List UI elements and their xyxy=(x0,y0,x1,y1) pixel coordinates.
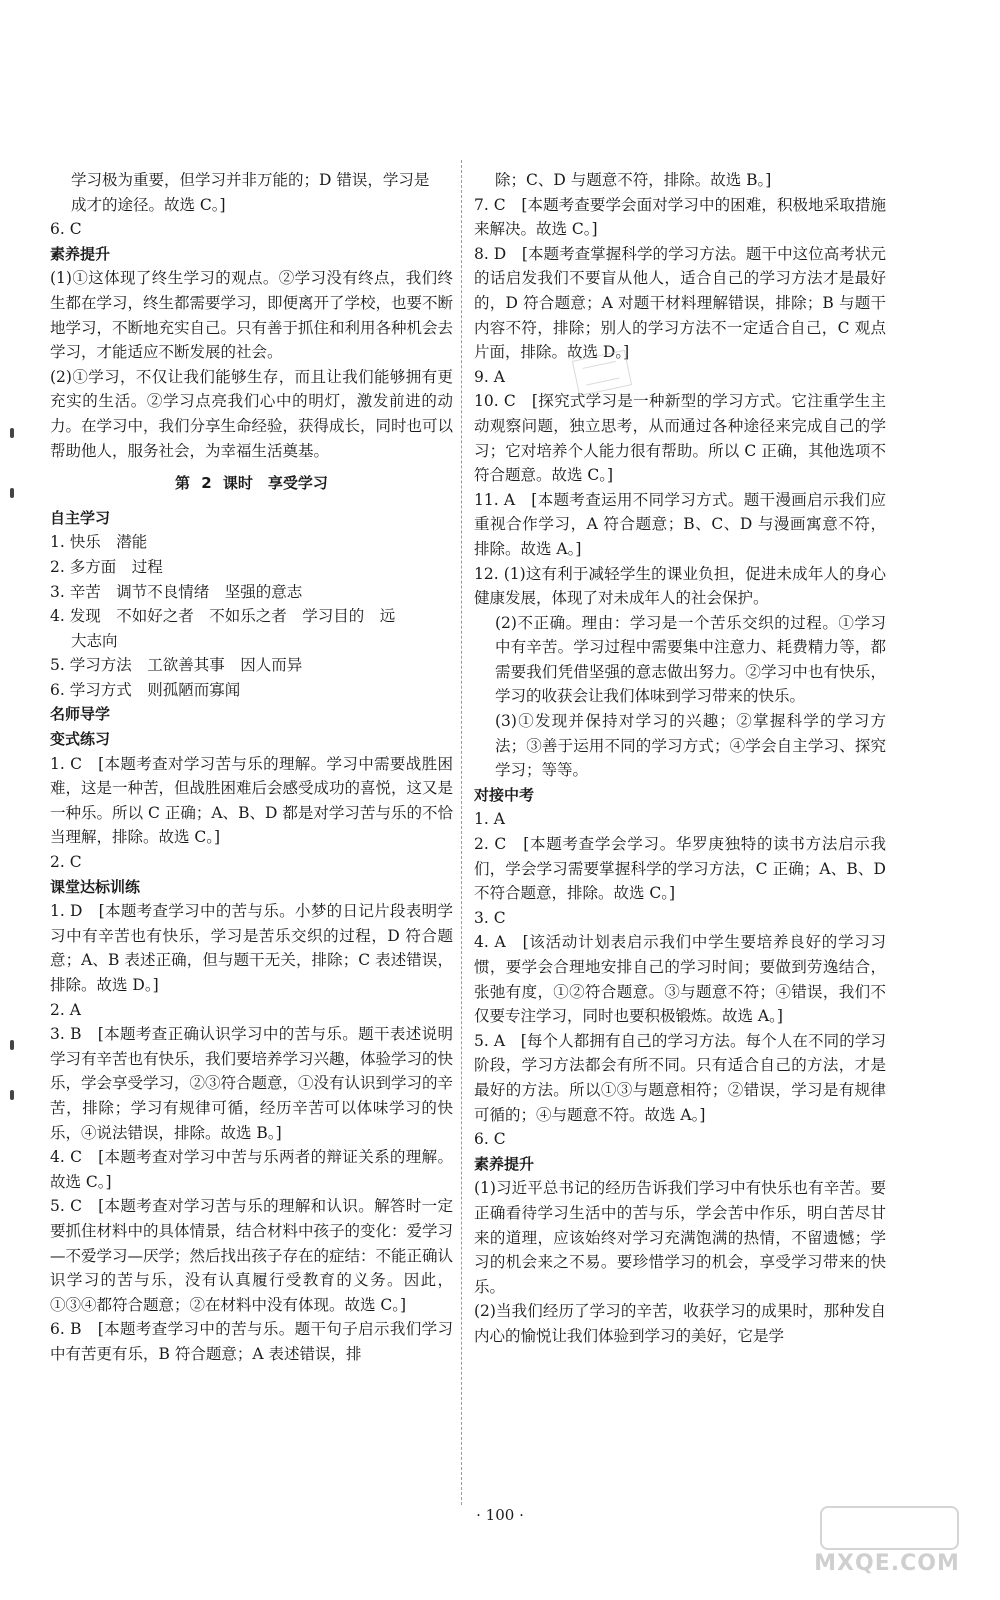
answer-text: 1. A xyxy=(474,810,505,829)
page-number: · 100 · xyxy=(476,1506,524,1524)
answer-text: 2. C [本题考查学会学习。华罗庚独特的读书方法启示我们，学会学习需要掌握科学的学习方法，C 正确；A、B、D 不符合题意，排除。故选 C。] xyxy=(474,835,886,903)
section-heading: 自主学习 xyxy=(50,508,111,527)
answer-text: (2)①学习，不仅让我们能够生存，而且让我们能够拥有更充实的生活。②学习点亮我们心中的明灯，激发前进的动力。在学习中，我们分享生命经验，获得成长，同时也可以帮助他人，服务社会，为幸福生活奠基。 xyxy=(50,367,454,460)
answer-text: 4. 发现 不如好之者 不如乐之者 学习目的 远 xyxy=(50,607,396,626)
section-heading: 对接中考 xyxy=(474,785,535,804)
answer-text: 11. A [本题考查运用不同学习方式。题干漫画启示我们应重视合作学习，A 符合题意；B、C、D 与漫画寓意不符，排除。故选 A。] xyxy=(474,490,886,558)
answer-text: 2. C xyxy=(50,853,82,872)
answer-text: 1. 快乐 潜能 xyxy=(50,533,148,552)
answer-text: (1)习近平总书记的经历告诉我们学习中有快乐也有辛苦。要正确看待学习生活中的苦与乐，学会苦中作乐，明白苦尽甘来的道理，应该始终对学习充满饱满的热情，不留遗憾；学习的机会来之不易。要珍惜学习的机会，享受学习带来的快乐。 xyxy=(474,1179,886,1296)
section-heading: 名师导学 xyxy=(50,705,111,724)
section-heading: 课堂达标训练 xyxy=(50,877,141,896)
answer-text: 3. B [本题考查正确认识学习中的苦与乐。题干表述说明学习有辛苦也有快乐，我们要培养学习兴趣，体验学习的快乐，学会享受学习，②③符合题意，①没有认识到学习的辛苦，排除；学习有规律可循，经历辛苦可以体味学习的快乐，④说法错误，排除。故选 B。] xyxy=(50,1025,454,1142)
lesson-title: 第 2 课时 享受学习 xyxy=(175,474,328,493)
answer-text: 10. C [探究式学习是一种新型的学习方式。它注重学生主动观察问题，独立思考，从而通过各种途径来完成自己的学习；它对培养个人能力很有帮助。所以 C 正确，其他选项不符合题意。故选 C。] xyxy=(474,392,886,485)
answer-text: 1. D [本题考查学习中的苦与乐。小梦的日记片段表明学习中有辛苦也有快乐，学习是苦乐交织的过程，D 符合题意；A、B 表述正确，但与题干无关，排除；C 表述错误，排除。故选 D。] xyxy=(50,902,453,994)
scan-mark xyxy=(10,1090,14,1100)
scan-mark xyxy=(10,428,14,438)
column-divider xyxy=(461,160,462,1505)
answer-text: (2)不正确。理由：学习是一个苦乐交织的过程。①学习中有辛苦。学习过程中需要集中注意力、耗费精力等，都需要我们凭借坚强的意志做出努力。②学习中也有快乐，学习的收获会让我们体味到学习带来的快乐。 xyxy=(495,613,886,706)
answer-text: 2. A xyxy=(50,1000,81,1019)
answer-text: 1. C [本题考查对学习苦与乐的理解。学习中需要战胜困难，这是一种苦，但战胜困难后会感受成功的喜悦，这又是一种乐。所以 C 正确；A、B、D 都是对学习苦与乐的不恰当理解，排除。故选 C。] xyxy=(50,754,454,847)
scan-mark xyxy=(10,488,14,498)
section-heading: 变式练习 xyxy=(50,730,111,749)
watermark-logo xyxy=(802,1506,972,1576)
answer-text: (1)①这体现了终生学习的观点。②学习没有终点，我们终生都在学习，终生都需要学习，即便离开了学校，也要不断地学习，不断地充实自己。只有善于抓住和利用各种机会去学习，才能适应不断发展的社会。 xyxy=(50,269,454,362)
answer-text: 成才的途径。故选 C。] xyxy=(71,195,226,214)
answer-text: 3. C xyxy=(474,908,506,927)
answer-text: 4. C [本题考查对学习中苦与乐两者的辩证关系的理解。故选 C。] xyxy=(50,1148,453,1191)
answer-text: 3. 辛苦 调节不良情绪 坚强的意志 xyxy=(50,582,303,601)
left-column xyxy=(50,168,453,1367)
answer-text: 12. (1)这有利于减轻学生的课业负担，促进未成年人的身心健康发展，体现了对未成年人的社会保护。 xyxy=(474,564,886,608)
section-heading: 素养提升 xyxy=(474,1154,535,1173)
scan-mark xyxy=(10,1040,14,1050)
answer-text: 除；C、D 与题意不符，排除。故选 B。] xyxy=(495,171,772,189)
watermark-icon xyxy=(820,1506,959,1550)
answer-text: 6. C xyxy=(50,220,82,239)
right-column xyxy=(474,168,886,1349)
answer-text: 7. C [本题考查要学会面对学习中的困难，积极地采取措施来解决。故选 C。] xyxy=(474,195,886,239)
answer-text: 5. 学习方法 工欲善其事 因人而异 xyxy=(50,656,303,675)
answer-text: 2. 多方面 过程 xyxy=(50,557,163,576)
answer-text: 6. B [本题考查学习中的苦与乐。题干句子启示我们学习中有苦更有乐，B 符合题意；A 表述错误，排 xyxy=(50,1320,453,1363)
answer-text: 9. A xyxy=(474,367,505,386)
answer-text: 5. A [每个人都拥有自己的学习方法。每个人在不同的学习阶段，学习方法都会有所不同。只有适合自己的方法，才是最好的方法。所以①③与题意相符；②错误，学习是有规律可循的；④与题意不符。故选 A。] xyxy=(474,1031,886,1124)
answer-text: 8. D [本题考查掌握科学的学习方法。题干中这位高考状元的话启发我们不要盲从他人，适合自己的学习方法才是最好的，D 符合题意；A 对题干材料理解错误，排除；B 与题干内容不符，排除；别人的学习方法不一定适合自己，C 观点片面，排除。故选 D。] xyxy=(474,244,886,362)
answer-text: 4. A [该活动计划表启示我们中学生要培养良好的学习习惯，要学会合理地安排自己的学习时间；要做到劳逸结合，张弛有度，①②符合题意。③与题意不符；④错误，我们不仅要专注学习，同时也要积极锻炼。故选 A。] xyxy=(474,933,886,1026)
answer-text: 大志向 xyxy=(71,631,118,650)
answer-text: 5. C [本题考查对学习苦与乐的理解和认识。解答时一定要抓住材料中的具体情景，结合材料中孩子的变化：爱学习—不爱学习—厌学；然后找出孩子存在的症结：不能正确认识学习的苦与乐，没有认真履行受教育的义务。因此，①③④都符合题意；②在材料中没有体现。故选 C。] xyxy=(50,1197,454,1314)
watermark-text: MXQE.COM xyxy=(814,1551,960,1576)
section-heading: 素养提升 xyxy=(50,244,111,263)
answer-text: 学习极为重要，但学习并非万能的；D 错误，学习是 xyxy=(71,171,430,189)
answer-text: 6. C xyxy=(474,1130,506,1149)
answer-text: 6. 学习方式 则孤陋而寡闻 xyxy=(50,680,241,699)
answer-text: (2)当我们经历了学习的辛苦，收获学习的成果时，那种发自内心的愉悦让我们体验到学习的美好，它是学 xyxy=(474,1302,886,1345)
answer-text: (3)①发现并保持对学习的兴趣；②掌握科学的学习方法；③善于运用不同的学习方式；④学会自主学习、探究学习；等等。 xyxy=(495,712,886,780)
